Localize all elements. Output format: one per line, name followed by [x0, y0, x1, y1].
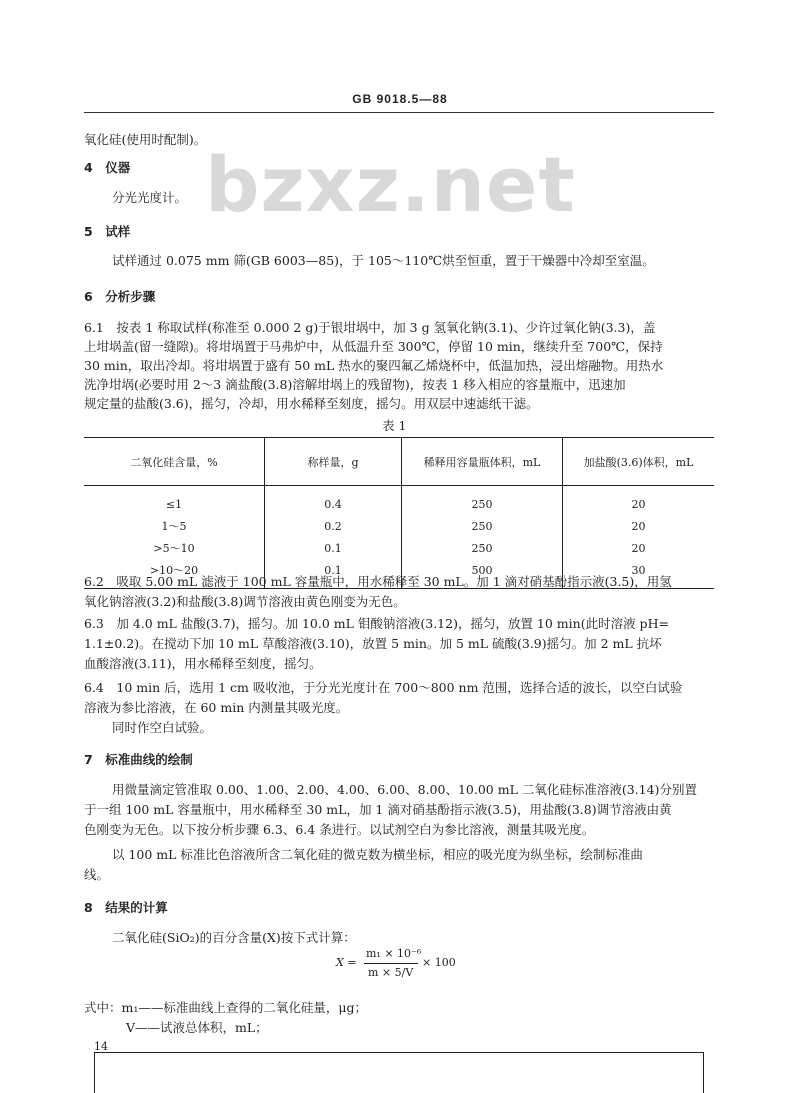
section-7-line: 线。 — [84, 867, 110, 882]
table-cell: 500 — [402, 559, 563, 589]
table-cell: 1～5 — [161, 520, 187, 533]
column-header: 称样量，g — [265, 438, 402, 486]
table-header-row — [84, 438, 714, 486]
clause-6-3-line: 血酸溶液(3.11)，用水稀释至刻度，摇匀。 — [84, 656, 322, 671]
table-cell: 30 — [563, 559, 715, 589]
clause-6-1-line: 30 min，取出冷却。将坩埚置于盛有 50 mL 热水的聚四氟乙烯烧杯中，低温加热，浸出熔融物。用热水 — [84, 358, 664, 373]
continued-text: 氧化硅(使用时配制)。 — [84, 132, 207, 147]
table-row — [84, 515, 714, 537]
table-cell: 20 — [563, 515, 715, 537]
where-line: V——试液总体积，mL； — [126, 1020, 268, 1035]
clause-6-2-line: 6.2 吸取 5.00 mL 滤液于 100 mL 容量瓶中，用水稀释至 30 mL。加 1 滴对硝基酚指示液(3.5)，用氢 — [84, 574, 672, 589]
clause-6-1-line: 规定量的盐酸(3.6)，摇匀，冷却，用水稀释至刻度，摇匀。用双层中速滤纸干滤。 — [84, 396, 539, 411]
table-cell: ≤1 — [165, 497, 183, 511]
clause-6-3-line: 6.3 加 4.0 mL 盐酸(3.7)，摇匀。加 10.0 mL 钼酸钠溶液(3.12)，摇匀，放置 10 min(此时溶液 pH= — [84, 616, 669, 631]
section-7-line: 用微量滴定管准取 0.00、1.00、2.00、4.00、6.00、8.00、10.00 mL 二氧化硅标准溶液(3.14)分别置 — [112, 782, 697, 797]
table-cell: 0.2 — [265, 515, 402, 537]
formula-tail: × 100 — [422, 956, 456, 969]
section-7-title: 7 标准曲线的绘制 — [84, 752, 193, 767]
clause-6-1-line: 6.1 按表 1 称取试样(称准至 0.000 2 g)于银坩埚中，加 3 g 氢氧化钠(3.1)、少许过氧化钠(3.3)，盖 — [84, 320, 656, 335]
table-cell: 0.1 — [265, 537, 402, 559]
clause-6-4-line: 同时作空白试验。 — [112, 720, 213, 735]
section-5-title: 5 试样 — [84, 224, 131, 239]
table-caption: 表 1 — [382, 418, 407, 433]
table-cell: 0.4 — [265, 486, 402, 516]
clause-6-1-line: 洗净坩埚(必要时用 2～3 滴盐酸(3.8)溶解坩埚上的残留物)，按表 1 移入相应的容量瓶中，迅速加 — [84, 377, 626, 392]
page-header: GB 9018.5—88 — [352, 92, 448, 106]
table-cell: 250 — [402, 486, 563, 516]
section-7-line: 色刚变为无色。以下按分析步骤 6.3、6.4 条进行。以试剂空白为参比溶液，测量其吸光度。 — [84, 822, 595, 837]
clause-6-3-line: 1.1±0.2)。在搅动下加 10 mL 草酸溶液(3.10)，放置 5 min。加 5 mL 硫酸(3.9)摇匀。加 2 mL 抗坏 — [84, 636, 662, 651]
header-rule — [84, 112, 714, 113]
formula-denominator: m × 5/V — [368, 966, 414, 979]
bottom-frame — [94, 1052, 704, 1093]
column-header: 加盐酸(3.6)体积，mL — [563, 438, 715, 486]
page-number: 14 — [94, 1040, 108, 1053]
fraction-bar — [364, 963, 418, 964]
section-8-line: 二氧化硅(SiO₂)的百分含量(X)按下式计算： — [112, 930, 356, 945]
watermark: bzxz.net — [205, 140, 576, 229]
section-7-line: 以 100 mL 标准比色溶液所含二氧化硅的微克数为横坐标，相应的吸光度为纵坐标，绘制标准曲 — [112, 847, 643, 862]
table-cell: 250 — [402, 537, 563, 559]
table-cell: 250 — [402, 515, 563, 537]
table-cell: 20 — [563, 486, 715, 516]
table-1 — [84, 437, 714, 589]
table-row — [84, 537, 714, 559]
table-cell: >5～10 — [153, 542, 195, 555]
formula-lhs: X = — [336, 956, 357, 969]
table-cell: 20 — [563, 537, 715, 559]
clause-6-4-line: 溶液为参比溶液，在 60 min 内测量其吸光度。 — [84, 700, 349, 715]
formula-numerator: m₁ × 10⁻⁶ — [366, 947, 422, 960]
section-5-body: 试样通过 0.075 mm 筛(GB 6003—85)，于 105～110℃烘至恒重，置于干燥器中冷却至室温。 — [112, 253, 655, 268]
clause-6-1-line: 上坩埚盖(留一缝隙)。将坩埚置于马弗炉中，从低温升至 300℃，停留 10 min，继续升至 700℃，保持 — [84, 339, 663, 354]
clause-6-2-line: 氧化钠溶液(3.2)和盐酸(3.8)调节溶液由黄色刚变为无色。 — [84, 594, 406, 609]
where-line: 式中：m₁——标准曲线上查得的二氧化硅量，μg； — [84, 1000, 367, 1015]
section-4-body: 分光光度计。 — [112, 190, 188, 205]
clause-6-4-line: 6.4 10 min 后，选用 1 cm 吸收池，于分光光度计在 700～800 nm 范围，选择合适的波长，以空白试验 — [84, 680, 683, 695]
column-header: 稀释用容量瓶体积，mL — [402, 438, 563, 486]
table-cell: 0.1 — [265, 559, 402, 589]
section-4-title: 4 仪器 — [84, 160, 131, 175]
column-header: 二氧化硅含量，% — [84, 438, 265, 486]
table-cell: >10～20 — [84, 559, 265, 589]
table-row — [84, 486, 714, 516]
section-7-line: 于一组 100 mL 容量瓶中，用水稀释至 30 mL，加 1 滴对硝基酚指示液(3.5)，用盐酸(3.8)调节溶液由黄 — [84, 802, 672, 817]
section-6-title: 6 分析步骤 — [84, 289, 156, 304]
section-8-title: 8 结果的计算 — [84, 900, 168, 915]
